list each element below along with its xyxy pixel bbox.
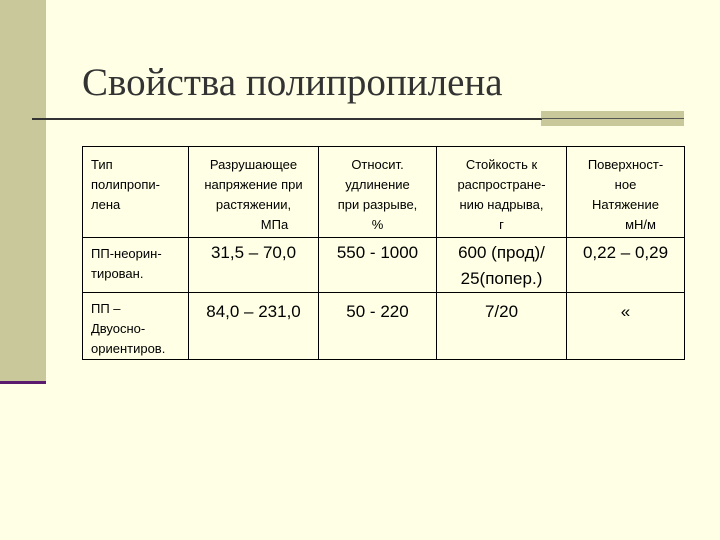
value-line: 0,22 – 0,29 [582,243,669,262]
side-accent-line [0,381,46,384]
header-line: ное [614,177,637,192]
header-line: Относит. [351,157,404,172]
value-line: 7/20 [484,302,519,321]
value-line: 31,5 – 70,0 [210,243,297,262]
slide-title: Свойства полипропилена [82,61,503,104]
header-cell-type [83,147,189,238]
value-cell-elongation [319,238,437,293]
value-cell-tear [437,238,567,293]
header-line: Стойкость к [465,157,538,172]
header-line: МПа [260,217,289,232]
header-line: лена [91,197,121,212]
header-line: Поверхност- [587,157,664,172]
header-line: растяжении, [215,197,292,212]
row-label-line: Двуосно- [91,321,146,336]
header-line: при разрыве, [337,197,418,212]
row-label-line: тирован. [91,266,144,281]
header-line: Натяжение [592,197,659,212]
value-line: 50 - 220 [346,302,409,321]
value-line: « [620,302,631,321]
header-line: нию надрыва, [459,197,544,212]
value-line: 25(попер.) [460,269,543,288]
table-row [83,293,685,360]
header-line: распростране- [457,177,546,192]
value-cell-tensile [189,238,319,293]
value-line: 550 - 1000 [336,243,419,262]
value-cell-surface [567,293,685,360]
value-line: 600 (прод)/ [458,243,545,262]
value-cell-tensile [189,293,319,360]
row-label-line: ПП-неорин- [91,246,162,261]
header-line: Разрушающее [209,157,298,172]
header-cell-elongation [319,147,437,238]
value-cell-tear [437,293,567,360]
table-row [83,238,685,293]
title-underline [32,118,542,120]
header-line: Тип [91,157,113,172]
header-line: мН/м [625,217,656,232]
value-line: 84,0 – 231,0 [206,302,301,321]
value-cell-elongation [319,293,437,360]
side-accent-bar [0,0,46,383]
row-label-line: ориентиров. [91,341,166,356]
header-cell-tensile-strength [189,147,319,238]
row-label-line: ПП – [91,301,121,316]
row-label-cell [83,238,189,293]
properties-table [82,146,685,360]
value-cell-surface [567,238,685,293]
title-underline-right [541,118,684,119]
header-line: напряжение при [204,177,303,192]
row-label-cell [83,293,189,360]
header-cell-surface-tension [567,147,685,238]
header-row [83,147,685,238]
header-line: % [371,217,384,232]
header-line: полипропи- [91,177,160,192]
header-line: г [499,217,504,232]
header-line: удлинение [345,177,410,192]
header-cell-tear-resistance [437,147,567,238]
